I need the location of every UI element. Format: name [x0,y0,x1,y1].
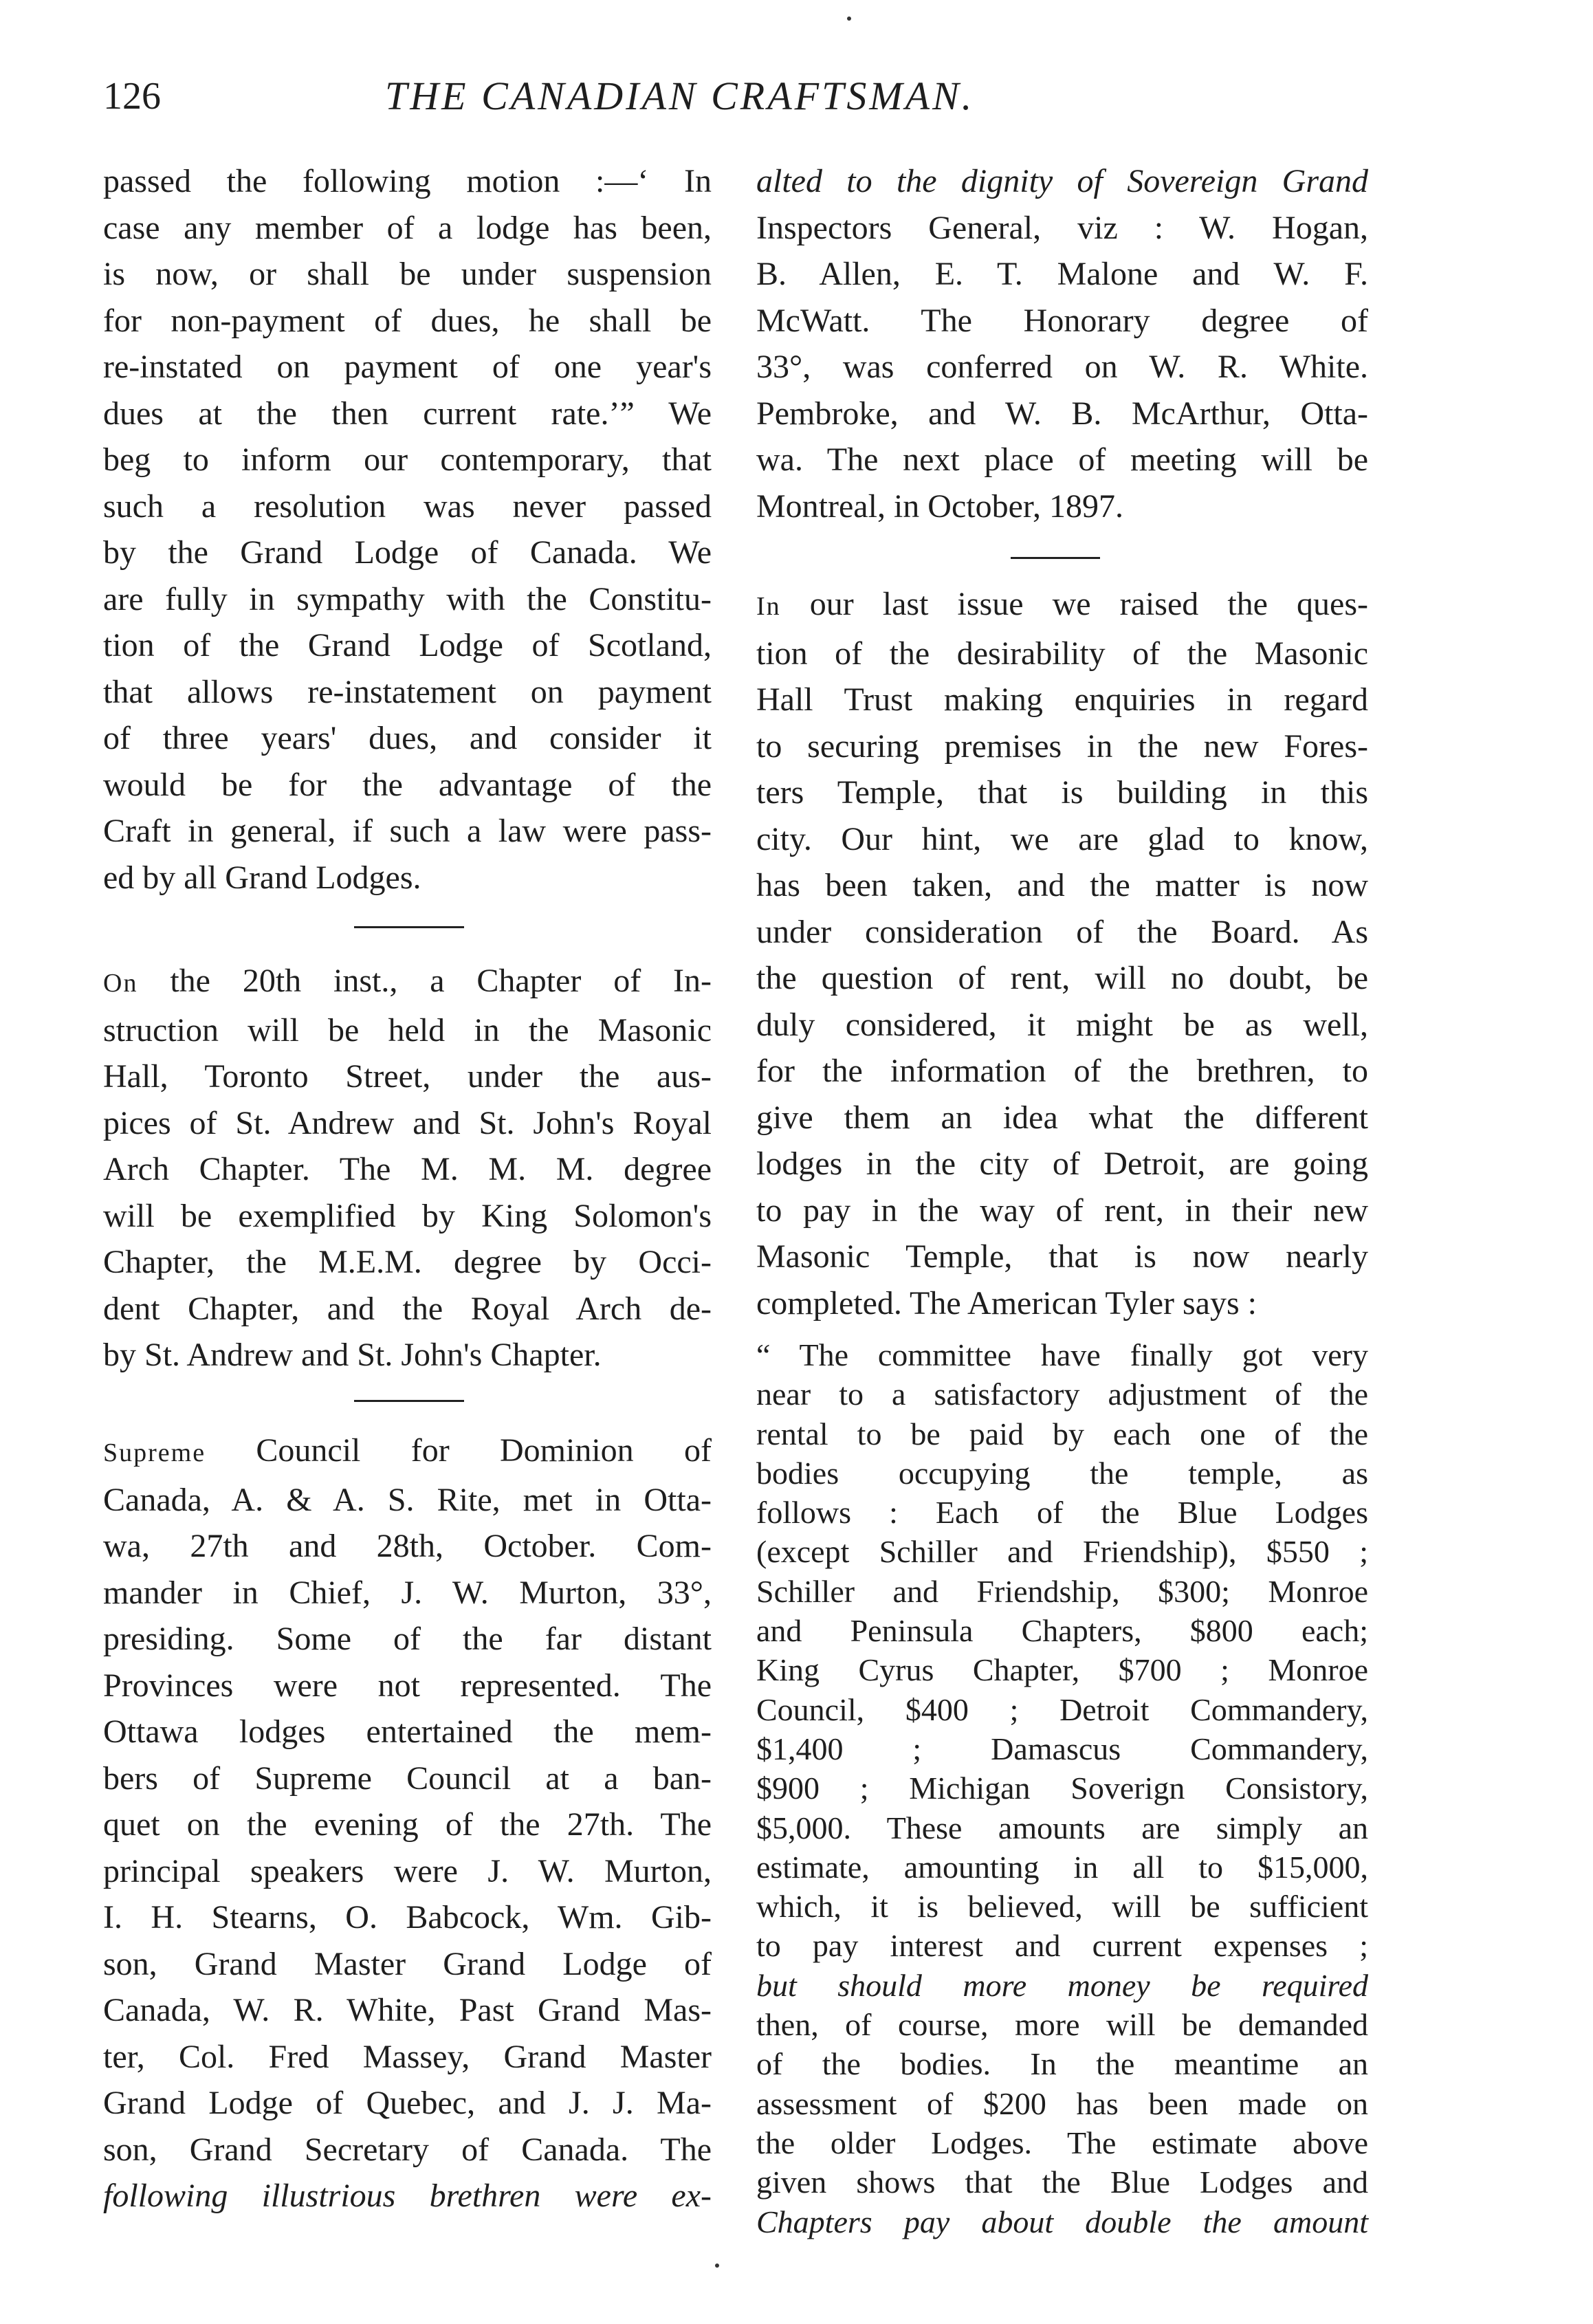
section-divider [354,1400,464,1402]
quote-line: estimate, amounting in all to $15,000, [756,1849,1368,1885]
text-line: Pembroke, and W. B. McArthur, Otta- [756,395,1368,432]
text-line: passed the following motion :—‘ In [103,163,712,199]
text-line: for the information of the brethren, to [756,1053,1368,1089]
text-line: Canada, W. R. White, Past Grand Mas- [103,1992,712,2028]
text-line: dues at the then current rate.’” We [103,395,712,432]
text-line: 33°, was conferred on W. R. White. [756,349,1368,385]
text-line: following illustrious brethren were ex- [103,2178,712,2214]
text-line: give them an idea what the different [756,1099,1368,1136]
text-line: alted to the dignity of Sovereign Grand [756,163,1368,199]
quote-line: $900 ; Michigan Soverign Consistory, [756,1771,1368,1806]
text-line: ters Temple, that is building in this [756,774,1368,811]
text-line: Hall Trust making enquiries in regard [756,681,1368,718]
text-line: for non-payment of dues, he shall be [103,302,712,339]
text-line: son, Grand Master Grand Lodge of [103,1945,712,1982]
quote-line: bodies occupying the temple, as [756,1455,1368,1491]
text-line: to pay in the way of rent, in their new [756,1192,1368,1229]
text-line: Provinces were not represented. The [103,1667,712,1704]
section-divider [354,926,464,928]
text-line: bers of Supreme Council at a ban- [103,1760,712,1797]
left-column-chapter-notice [103,958,712,1379]
text-line: completed. The American Tyler says : [756,1284,1257,1322]
text-line: Arch Chapter. The M. M. M. degree [103,1151,712,1187]
text-line: presiding. Some of the far distant [103,1621,712,1657]
right-column-degrees [756,158,1368,529]
left-column [103,158,712,901]
text-line: will be exemplified by King Solomon's [103,1197,712,1234]
text-line: Supreme Council for Dominion of [103,1432,712,1469]
bottom-ink-dot [715,2263,719,2268]
text-line: of three years' dues, and consider it [103,720,712,756]
quote-line: Chapters pay about double the amount [756,2204,1368,2239]
text-line: Hall, Toronto Street, under the aus- [103,1058,712,1095]
text-line: to securing premises in the new Fores- [756,727,1368,765]
drop-word: Supreme [103,1438,206,1467]
left-column-supreme-council [103,1427,712,2219]
left-paragraph-motion-reply [103,158,712,901]
text-line: by St. Andrew and St. John's Chapter. [103,1337,602,1373]
quote-line: $1,400 ; Damascus Commandery, [756,1731,1368,1766]
quote-line: “ The committee have finally got very [756,1337,1368,1372]
text-line: Ottawa lodges entertained the mem- [103,1713,712,1750]
text-line: B. Allen, E. T. Malone and W. F. [756,256,1368,292]
text-line: Craft in general, if such a law were pass- [103,813,712,849]
text-line: ter, Col. Fred Massey, Grand Master [103,2038,712,2075]
text-line: Inspectors General, viz : W. Hogan, [756,209,1368,246]
quote-line: to pay interest and current expenses ; [756,1928,1368,1964]
running-title: THE CANADIAN CRAFTSMAN. [385,74,975,118]
text-line: tion of the Grand Lodge of Scotland, [103,627,712,664]
quote-line: assessment of $200 has been made on [756,2085,1368,2121]
text-line: wa. The next place of meeting will be [756,441,1368,478]
text-line: such a resolution was never passed [103,487,712,525]
quote-line: but should more money be required [756,1967,1368,2003]
text-line: Chapter, the M.E.M. degree by Occi- [103,1244,712,1280]
quote-line: Council, $400 ; Detroit Commandery, [756,1691,1368,1727]
text-line: On the 20th inst., a Chapter of In- [103,963,712,999]
section-divider [1011,557,1100,559]
right-column-tyler-quote [756,1335,1368,2241]
text-line: beg to inform our contemporary, that [103,441,712,478]
text-line: lodges in the city of Detroit, are going [756,1145,1368,1182]
text-line: Grand Lodge of Quebec, and J. J. Ma- [103,2085,712,2121]
text-line: Canada, A. & A. S. Rite, met in Otta- [103,1481,712,1518]
quote-line: and Peninsula Chapters, $800 each; [756,1613,1368,1649]
text-line: that allows re-instatement on payment [103,673,712,710]
quote-line: follows : Each of the Blue Lodges [756,1495,1368,1531]
quote-line: the older Lodges. The estimate above [756,2125,1368,2160]
text-line: under consideration of the Board. As [756,913,1368,950]
drop-word: In [756,592,781,621]
text-line: McWatt. The Honorary degree of [756,302,1368,339]
quote-line: rental to be paid by each one of the [756,1416,1368,1451]
text-line: quet on the evening of the 27th. The [103,1806,712,1843]
text-line: Montreal, in October, 1897. [756,487,1123,525]
text-line: duly considered, it might be as well, [756,1006,1368,1043]
text-line: would be for the advantage of the [103,766,712,803]
quote-line: given shows that the Blue Lodges and [756,2164,1368,2200]
text-line: dent Chapter, and the Royal Arch de- [103,1290,712,1327]
quote-line: Schiller and Friendship, $300; Monroe [756,1573,1368,1609]
text-line: principal speakers were J. W. Murton, [103,1852,712,1889]
text-line: are fully in sympathy with the Constitu- [103,580,712,617]
text-line: wa, 27th and 28th, October. Com- [103,1528,712,1564]
text-line: In our last issue we raised the ques- [756,586,1368,622]
text-line: case any member of a lodge has been, [103,209,712,246]
text-line: mander in Chief, J. W. Murton, 33°, [103,1574,712,1611]
quote-line: near to a satisfactory adjustment of the [756,1377,1368,1412]
text-line: city. Our hint, we are glad to know, [756,820,1368,857]
text-line: son, Grand Secretary of Canada. The [103,2131,712,2168]
text-line: is now, or shall be under suspension [103,256,712,292]
quote-line: of the bodies. In the meantime an [756,2046,1368,2082]
text-line: pices of St. Andrew and St. John's Royal [103,1104,712,1141]
text-line: tion of the desirability of the Masonic [756,635,1368,672]
text-line: Masonic Temple, that is now nearly [756,1238,1368,1275]
text-line: has been taken, and the matter is now [756,867,1368,903]
text-line: re-instated on payment of one year's [103,349,712,385]
text-line: the question of rent, will no doubt, be [756,960,1368,996]
text-line: ed by all Grand Lodges. [103,859,421,896]
page-number: 126 [103,75,161,118]
right-column-masonic-hall [756,581,1368,1326]
quote-line: $5,000. These amounts are simply an [756,1810,1368,1845]
quote-line: then, of course, more will be demanded [756,2007,1368,2043]
text-line: by the Grand Lodge of Canada. We [103,534,712,571]
drop-word: On [103,969,138,998]
quote-line: (except Schiller and Friendship), $550 ; [756,1534,1368,1570]
text-line: I. H. Stearns, O. Babcock, Wm. Gib- [103,1899,712,1936]
top-ink-dot [847,17,851,21]
quote-line: King Cyrus Chapter, $700 ; Monroe [756,1652,1368,1688]
quote-line: which, it is believed, will be sufficient [756,1889,1368,1925]
text-line: struction will be held in the Masonic [103,1011,712,1049]
